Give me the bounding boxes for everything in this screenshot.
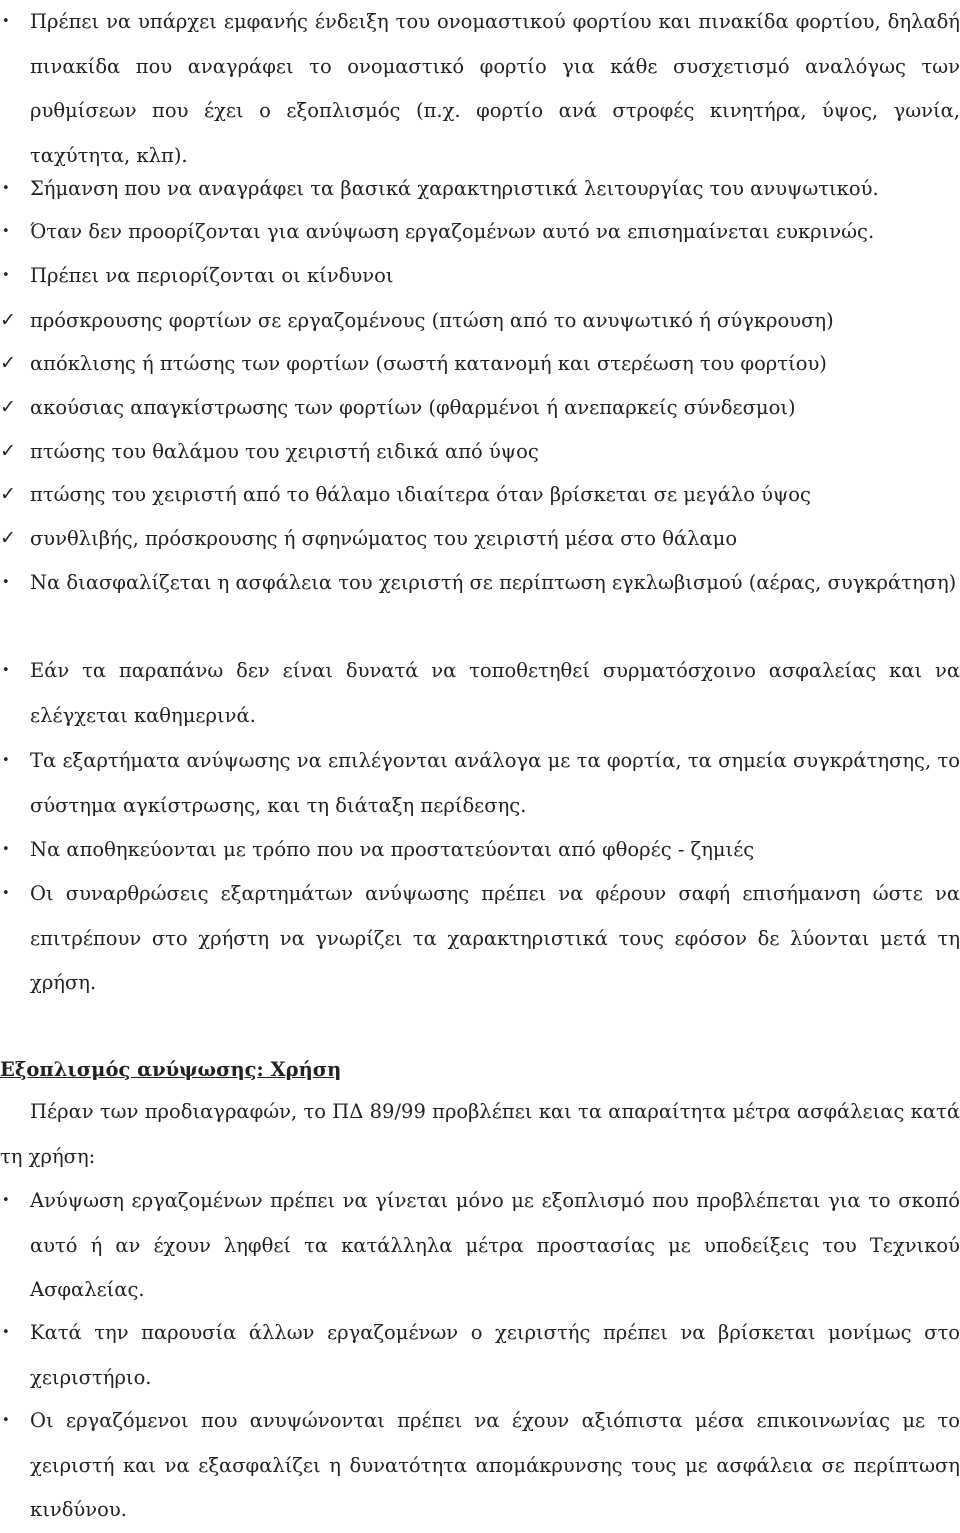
check-item (0, 299, 960, 343)
check-item-text: πρόσκρουσης φορτίων σε εργαζομένους (πτώση από το ανυψωτικό ή σύγκρουση) (30, 309, 834, 332)
list-item-text: Ανύψωση εργαζομένων πρέπει να γίνεται μόνο με εξοπλισμό που προβλέπεται για το σκοπό αυτό ή αν έχουν ληφθεί τα κατάλληλα μέτρα προστασίας με υποδείξεις του Τεχνικού Ασφαλείας. (30, 1189, 960, 1301)
section-heading: Εξοπλισμός ανύψωσης: Χρήση (0, 1058, 342, 1081)
checkmark-icon: ✓ (0, 309, 16, 331)
bullet-icon: • (2, 181, 10, 196)
check-item (0, 430, 960, 474)
check-item (0, 473, 960, 517)
list-item-text: Πρέπει να περιορίζονται οι κίνδυνοι (30, 264, 394, 287)
list-item-text: Όταν δεν προορίζονται για ανύψωση εργαζομένων αυτό να επισημαίνεται ευκρινώς. (30, 220, 875, 243)
check-item (0, 517, 960, 561)
list-item-text: Κατά την παρουσία άλλων εργαζομένων ο χειριστής πρέπει να βρίσκεται μονίμως στο χειριστήριο. (30, 1321, 960, 1389)
bullet-icon: • (2, 268, 10, 283)
list-item (0, 1399, 960, 1533)
check-item-text: πτώσης του θαλάμου του χειριστή ειδικά από ύψος (30, 440, 539, 463)
bullet-icon: • (2, 1325, 10, 1340)
list-item (0, 0, 960, 178)
checkmark-icon: ✓ (0, 483, 16, 505)
list-item (0, 561, 960, 606)
list-item-text: Σήμανση που να αναγράφει τα βασικά χαρακτηριστικά λειτουργίας του ανυψωτικού. (30, 177, 879, 200)
checkmark-icon: ✓ (0, 527, 16, 549)
bullet-icon: • (2, 842, 10, 857)
bullet-icon: • (2, 224, 10, 239)
check-item (0, 342, 960, 386)
list-item (0, 254, 960, 298)
list-item (0, 1311, 960, 1400)
list-item-text: Οι εργαζόμενοι που ανυψώνονται πρέπει να έχουν αξιόπιστα μέσα επικοινωνίας με το χειριστή και να εξασφαλίζει η δυνατότητα απομάκρυνσης τους με ασφάλεια σε περίπτωση κινδύνου. (30, 1409, 960, 1521)
list-item-text: Εάν τα παραπάνω δεν είναι δυνατά να τοποθετηθεί συρματόσχοινο ασφαλείας και να ελέγχεται καθημερινά. (30, 659, 960, 727)
intro-paragraph: Πέραν των προδιαγραφών, το ΠΔ 89/99 προβλέπει και τα απαραίτητα μέτρα ασφάλειας κατά τη χρήση: (0, 1100, 960, 1168)
list-item (0, 1179, 960, 1313)
list-item (0, 649, 960, 738)
list-item (0, 210, 960, 254)
bullet-icon: • (2, 1413, 10, 1428)
list-item-text: Τα εξαρτήματα ανύψωσης να επιλέγονται ανάλογα με τα φορτία, τα σημεία συγκράτησης, το σύστημα αγκίστρωσης, και τη διάταξη περίδεσης. (30, 749, 960, 817)
check-item-text: απόκλισης ή πτώσης των φορτίων (σωστή κατανομή και στερέωση του φορτίου) (30, 352, 827, 375)
checkmark-icon: ✓ (0, 440, 16, 462)
bullet-icon: • (2, 575, 10, 590)
bullet-icon: • (2, 14, 10, 29)
list-item-text: Να αποθηκεύονται με τρόπο που να προστατεύονται από φθορές - ζημιές (30, 838, 755, 861)
check-item-text: συνθλιβής, πρόσκρουσης ή σφηνώματος του χειριστή μέσα στο θάλαμο (30, 527, 738, 550)
list-item (0, 739, 960, 828)
bullet-icon: • (2, 886, 10, 901)
checkmark-icon: ✓ (0, 396, 16, 418)
list-item (0, 872, 960, 1006)
check-item-text: ακούσιας απαγκίστρωσης των φορτίων (φθαρμένοι ή ανεπαρκείς σύνδεσμοι) (30, 396, 796, 419)
check-item-text: πτώσης του χειριστή από το θάλαμο ιδιαίτερα όταν βρίσκεται σε μεγάλο ύψος (30, 483, 811, 506)
list-item (0, 828, 960, 873)
bullet-icon: • (2, 753, 10, 768)
list-item-text: Να διασφαλίζεται η ασφάλεια του χειριστή σε περίπτωση εγκλωβισμού (αέρας, συγκράτηση) (30, 571, 957, 594)
bullet-icon: • (2, 1193, 10, 1208)
check-item (0, 386, 960, 430)
bullet-icon: • (2, 663, 10, 678)
list-item-text: Πρέπει να υπάρχει εμφανής ένδειξη του ονομαστικού φορτίου και πινακίδα φορτίου, δηλαδή πινακίδα που αναγράφει το ονομαστικό φορτίο για κάθε συσχετισμό αναλόγως των ρυθμίσεων που έχει ο εξοπλισμός (π.χ. φορτίο ανά στροφές κινητήρα, ύψος, γωνία, ταχύτητα, κλπ). (30, 10, 960, 167)
list-item-text: Οι συναρθρώσεις εξαρτημάτων ανύψωσης πρέπει να φέρουν σαφή επισήμανση ώστε να επιτρέπουν στο χρήστη να γνωρίζει τα χαρακτηριστικά τους εφόσον δε λύονται μετά τη χρήση. (30, 882, 960, 994)
checkmark-icon: ✓ (0, 352, 16, 374)
list-item (0, 167, 960, 211)
